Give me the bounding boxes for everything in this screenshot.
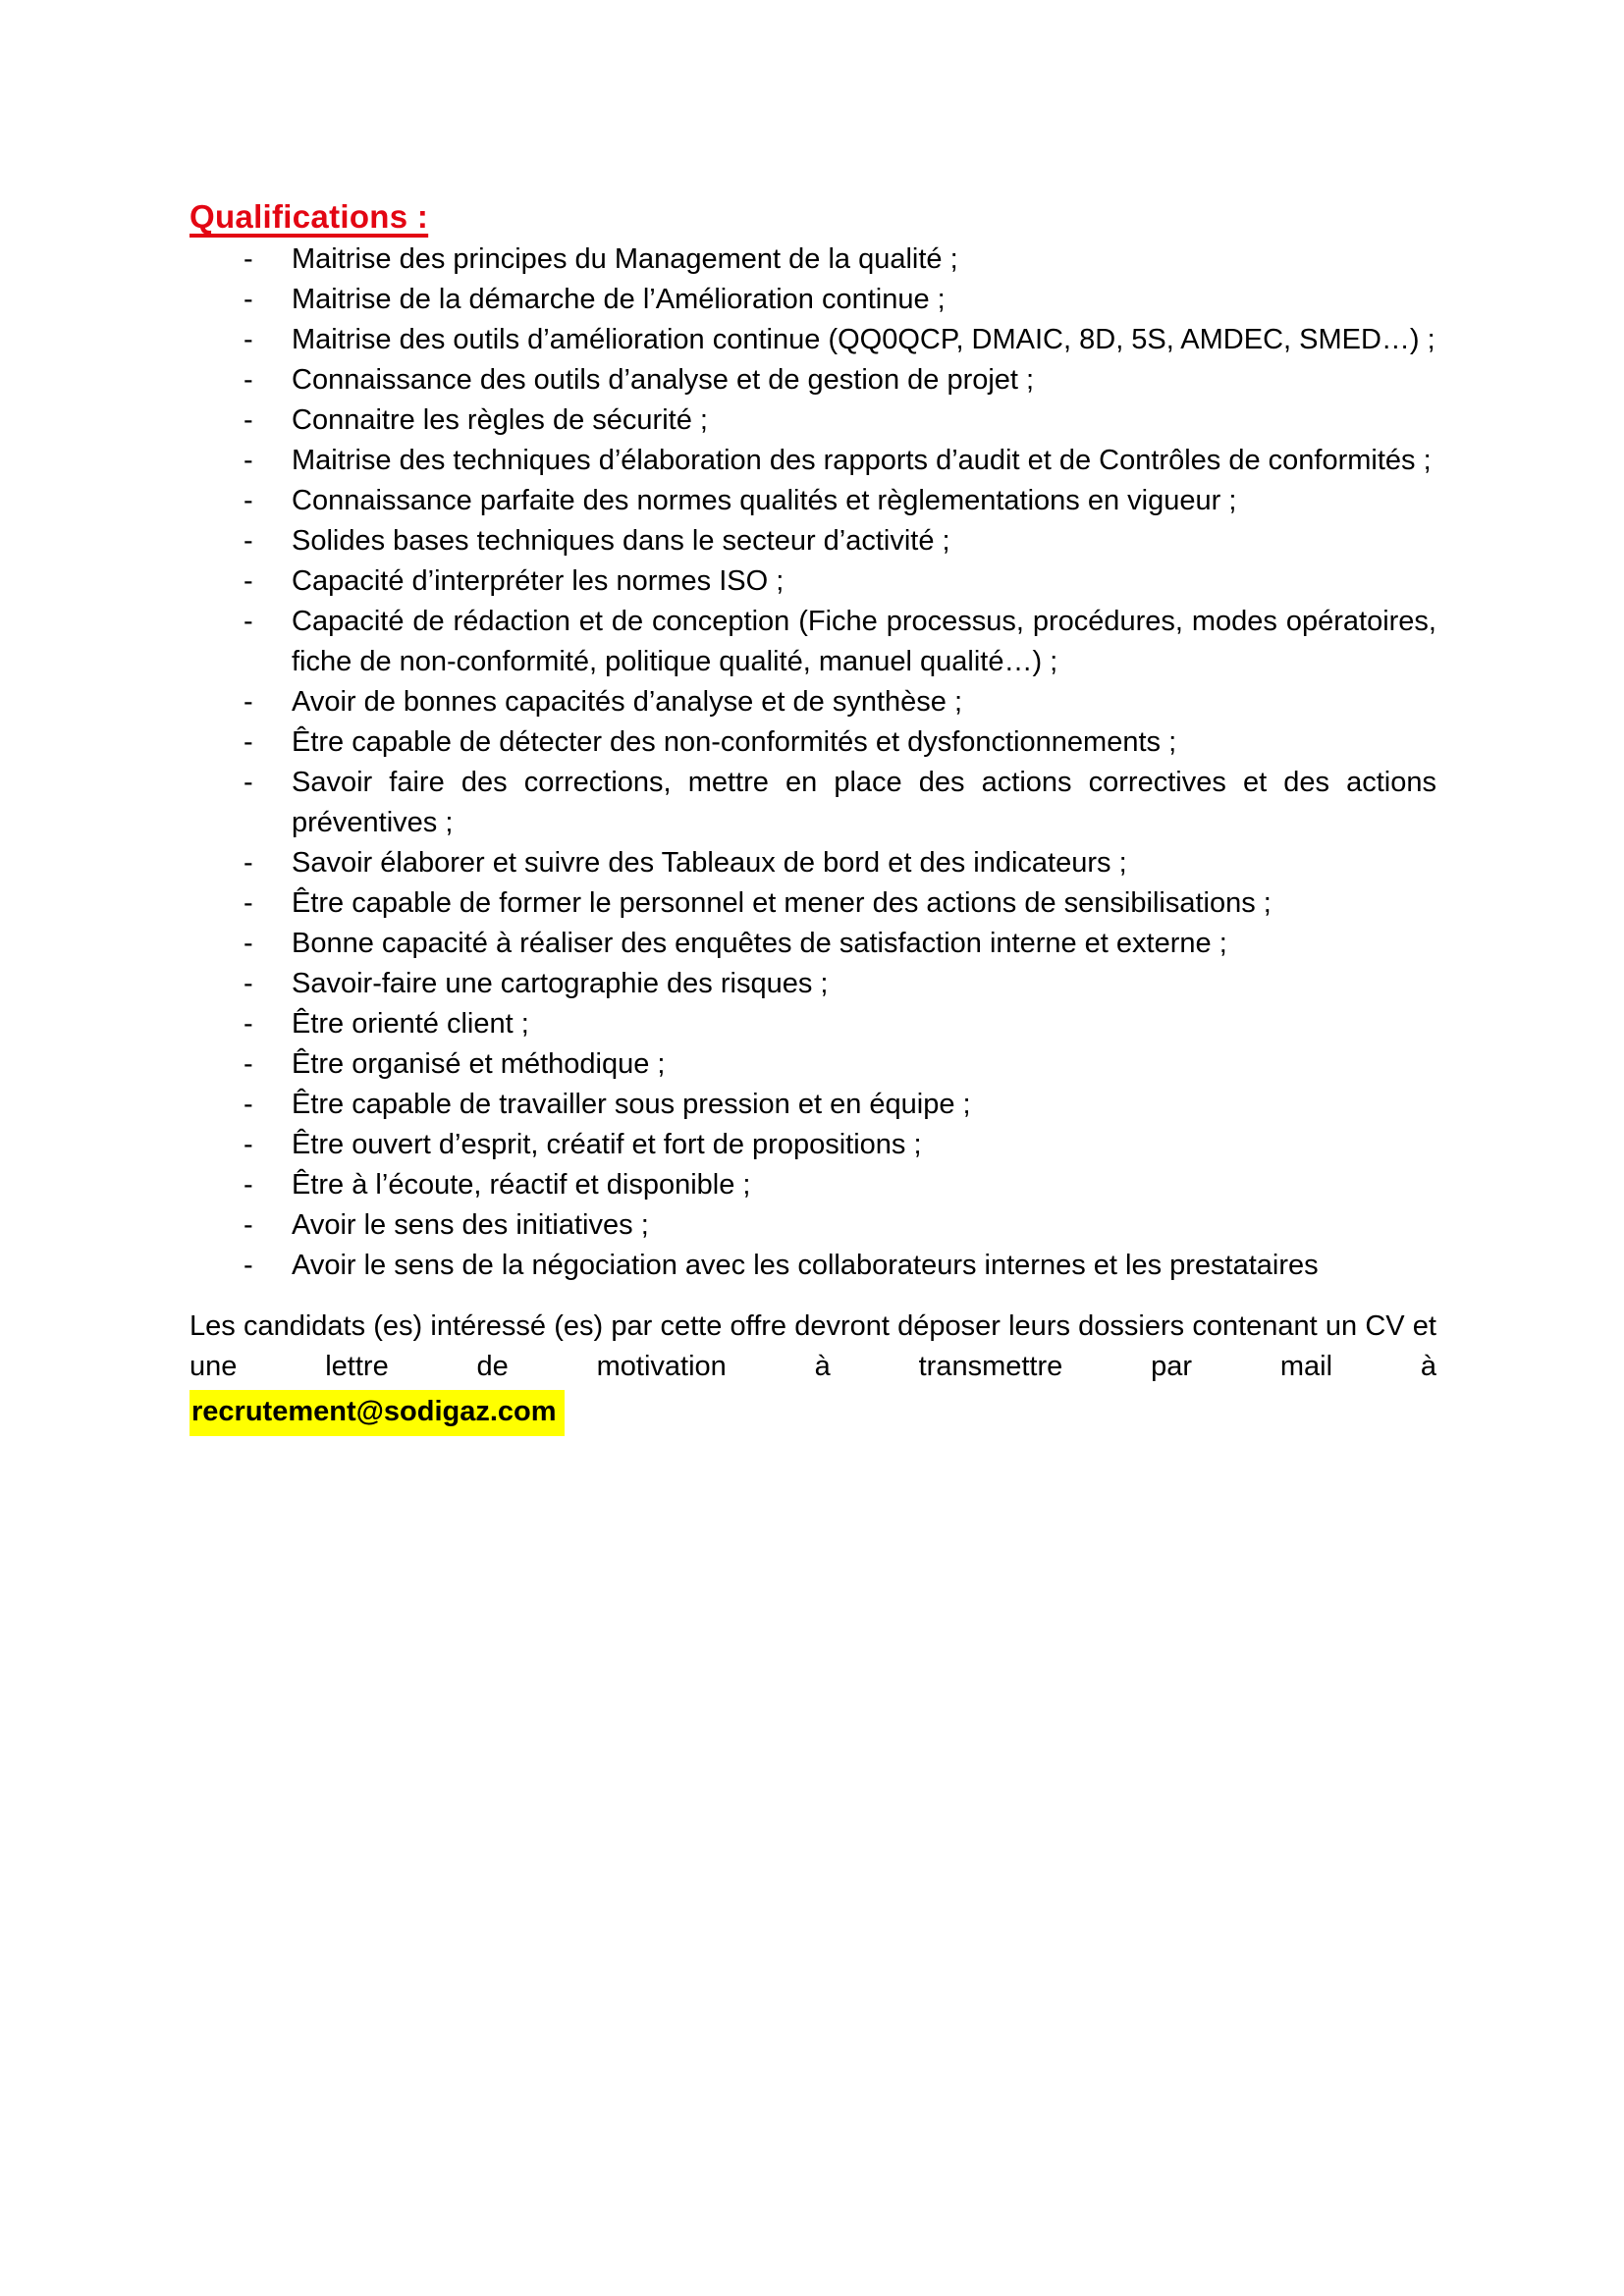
qualification-item (189, 722, 1436, 763)
qualification-item (189, 441, 1436, 481)
dash-bullet: - (244, 243, 253, 275)
qualification-text: Savoir élaborer et suivre des Tableaux de bord et des indicateurs ; (292, 847, 1127, 879)
qualification-text: Capacité de rédaction et de conception (Fiche processus, procédures, modes opératoires, fiche de non-conformité, politique qualité, manuel qualité…) ; (292, 606, 1436, 677)
dash-bullet: - (244, 565, 253, 597)
qualification-text: Connaissance des outils d’analyse et de gestion de projet ; (292, 364, 1035, 396)
qualification-text: Être capable de travailler sous pression et en équipe ; (292, 1089, 971, 1120)
qualification-item (189, 602, 1436, 682)
qualification-item (189, 280, 1436, 320)
dash-bullet: - (244, 404, 253, 436)
dash-bullet: - (244, 847, 253, 879)
qualification-item (189, 964, 1436, 1004)
dash-bullet: - (244, 767, 253, 798)
dash-bullet: - (244, 928, 253, 959)
qualification-text: Avoir le sens de la négociation avec les collaborateurs internes et les prestataires (292, 1250, 1319, 1281)
qualification-text: Connaissance parfaite des normes qualités et règlementations en vigueur ; (292, 485, 1237, 516)
dash-bullet: - (244, 726, 253, 758)
qualification-text: Maitrise des techniques d’élaboration des rapports d’audit et de Contrôles de conformités ; (292, 445, 1432, 476)
dash-bullet: - (244, 1048, 253, 1080)
qualification-item (189, 843, 1436, 883)
dash-bullet: - (244, 968, 253, 999)
qualification-text: Capacité d’interpréter les normes ISO ; (292, 565, 785, 597)
qualification-item (189, 1004, 1436, 1044)
qualification-text: Maitrise de la démarche de l’Amélioration continue ; (292, 284, 946, 315)
dash-bullet: - (244, 887, 253, 919)
qualification-text: Être capable de détecter des non-conformités et dysfonctionnements ; (292, 726, 1177, 758)
qualification-item (189, 240, 1436, 280)
qualification-item (189, 763, 1436, 843)
qualification-text: Être orienté client ; (292, 1008, 529, 1040)
dash-bullet: - (244, 1209, 253, 1241)
dash-bullet: - (244, 606, 253, 637)
qualification-text: Savoir faire des corrections, mettre en place des actions correctives et des actions préventives ; (292, 767, 1436, 838)
qualification-item (189, 360, 1436, 400)
qualification-text: Connaitre les règles de sécurité ; (292, 404, 708, 436)
qualification-item (189, 1125, 1436, 1165)
qualification-text: Solides bases techniques dans le secteur d’activité ; (292, 525, 950, 557)
dash-bullet: - (244, 1129, 253, 1160)
dash-bullet: - (244, 485, 253, 516)
dash-bullet: - (244, 1089, 253, 1120)
qualification-text: Savoir-faire une cartographie des risques ; (292, 968, 829, 999)
qualification-item (189, 1165, 1436, 1205)
qualification-text: Maitrise des principes du Management de la qualité ; (292, 243, 958, 275)
dash-bullet: - (244, 1008, 253, 1040)
qualification-text: Avoir de bonnes capacités d’analyse et de synthèse ; (292, 686, 963, 718)
qualification-text: Être à l’écoute, réactif et disponible ; (292, 1169, 751, 1201)
email-address[interactable]: recrutement@sodigaz.com (189, 1390, 565, 1436)
dash-bullet: - (244, 445, 253, 476)
qualification-item (189, 320, 1436, 360)
qualification-text: Maitrise des outils d’amélioration continue (QQ0QCP, DMAIC, 8D, 5S, AMDEC, SMED…) ; (292, 324, 1435, 355)
qualification-text: Être organisé et méthodique ; (292, 1048, 666, 1080)
qualification-item (189, 561, 1436, 602)
document-content (189, 194, 1436, 1436)
qualifications-list (189, 240, 1436, 1286)
qualification-item (189, 1044, 1436, 1085)
qualification-item (189, 1205, 1436, 1246)
dash-bullet: - (244, 525, 253, 557)
dash-bullet: - (244, 686, 253, 718)
dash-bullet: - (244, 324, 253, 355)
qualification-text: Être ouvert d’esprit, créatif et fort de propositions ; (292, 1129, 922, 1160)
qualification-item (189, 400, 1436, 441)
qualification-item (189, 1246, 1436, 1286)
qualification-text: Avoir le sens des initiatives ; (292, 1209, 649, 1241)
qualification-item (189, 521, 1436, 561)
qualifications-heading: Qualifications : (189, 198, 429, 235)
qualification-text: Être capable de former le personnel et mener des actions de sensibilisations ; (292, 887, 1272, 919)
qualification-text: Bonne capacité à réaliser des enquêtes de satisfaction interne et externe ; (292, 928, 1227, 959)
dash-bullet: - (244, 364, 253, 396)
closing-paragraph (189, 1307, 1436, 1436)
qualification-item (189, 1085, 1436, 1125)
closing-text: Les candidats (es) intéressé (es) par cette offre devront déposer leurs dossiers contenant un CV et une lettre de motivation à transmettre par mail à (189, 1310, 1436, 1382)
dash-bullet: - (244, 1250, 253, 1281)
qualification-item (189, 883, 1436, 924)
dash-bullet: - (244, 284, 253, 315)
dash-bullet: - (244, 1169, 253, 1201)
qualification-item (189, 682, 1436, 722)
qualification-item (189, 481, 1436, 521)
qualification-item (189, 924, 1436, 964)
